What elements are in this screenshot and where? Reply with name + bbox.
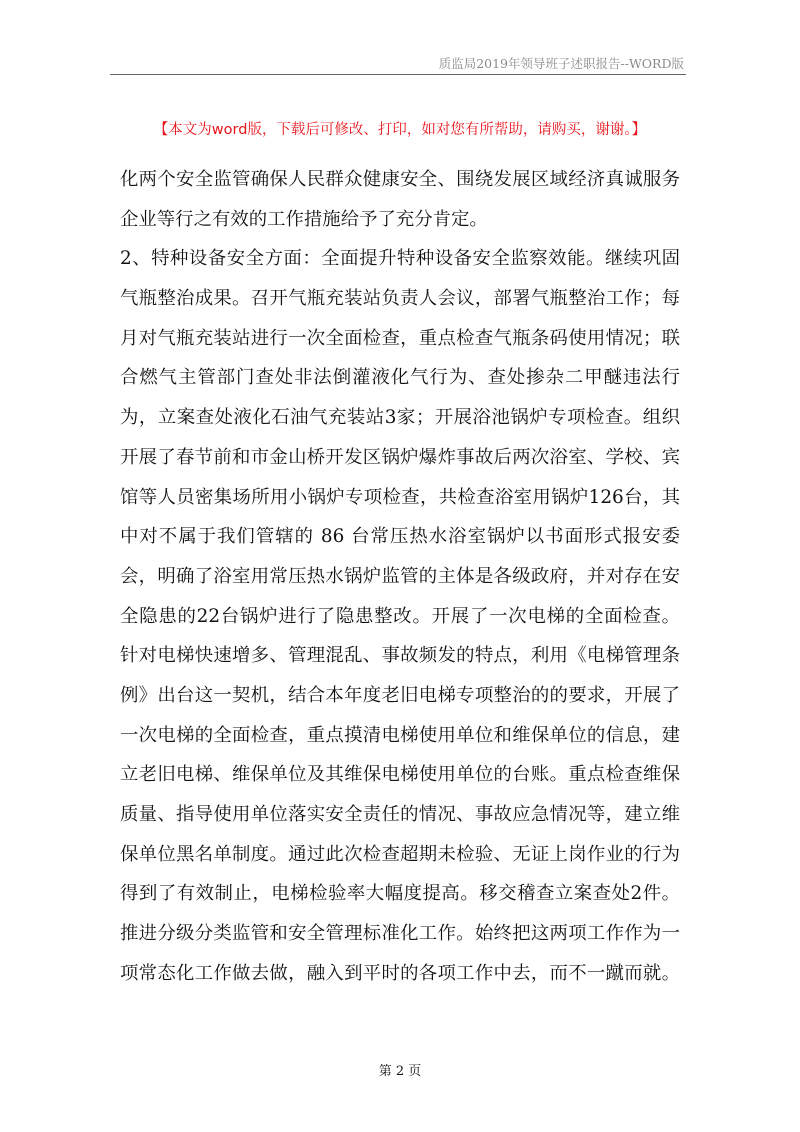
text-line: 得到了有效制止，电梯检验率大幅度提高。移交稽查立案查处2件。 (120, 883, 680, 905)
text-line: 会，明确了浴室用常压热水锅炉监管的主体是各级政府，并对存在安 (120, 565, 680, 587)
text-line: 开展了春节前和市金山桥开发区锅炉爆炸事故后两次浴室、学校、宾 (120, 446, 680, 468)
text-line: 中对不属于我们管辖的 86 台常压热水浴室锅炉以书面形式报安委 (120, 526, 680, 548)
text-line: 为，立案查处液化石油气充装站3家；开展浴池锅炉专项检查。组织 (120, 407, 680, 429)
text-line: 保单位黑名单制度。通过此次检查超期未检验、无证上岗作业的行为 (120, 843, 680, 865)
text-line: 一次电梯的全面检查，重点摸清电梯使用单位和维保单位的信息，建 (120, 724, 680, 746)
text-line: 全隐患的22台锅炉进行了隐患整改。开展了一次电梯的全面检查。 (120, 605, 680, 627)
text-line: 项常态化工作做去做，融入到平时的各项工作中去，而不一蹴而就。 (120, 962, 680, 984)
text-line: 质量、指导使用单位落实安全责任的情况、事故应急情况等，建立维 (120, 804, 680, 825)
page-header (110, 52, 686, 75)
page-number: 第 2 页 (378, 1064, 422, 1079)
body-text (120, 160, 680, 993)
text-line: 月对气瓶充装站进行一次全面检查，重点检查气瓶条码使用情况；联 (120, 327, 680, 349)
text-line: 立老旧电梯、维保单位及其维保电梯使用单位的台账。重点检查维保 (120, 764, 680, 786)
text-line: 化两个安全监管确保人民群众健康安全、围绕发展区域经济真诚服务 (120, 169, 680, 190)
text-line: 企业等行之有效的工作措施给予了充分肯定。 (120, 208, 488, 230)
text-line: 推进分级分类监管和安全管理标准化工作。始终把这两项工作作为一 (120, 923, 680, 945)
text-line: 例》出台这一契机，结合本年度老旧电梯专项整治的的要求，开展了 (120, 684, 680, 706)
text-line: 馆等人员密集场所用小锅炉专项检查，共检查浴室用锅炉126台，其 (120, 486, 680, 508)
download-notice: 【本文为word版，下载后可修改、打印，如对您有所帮助，请购买，谢谢。】 (153, 122, 647, 138)
text-line: 气瓶整治成果。召开气瓶充装站负责人会议，部署气瓶整治工作；每 (120, 288, 680, 310)
header-title: 质监局2019年领导班子述职报告--WORD版 (438, 56, 684, 71)
text-line: 2、特种设备安全方面：全面提升特种设备安全监察效能。继续巩固 (120, 248, 680, 270)
text-line: 针对电梯快速增多、管理混乱、事故频发的特点，利用《电梯管理条 (120, 645, 680, 667)
text-line: 合燃气主管部门查处非法倒灌液化气行为、查处掺杂二甲醚违法行 (120, 367, 680, 389)
